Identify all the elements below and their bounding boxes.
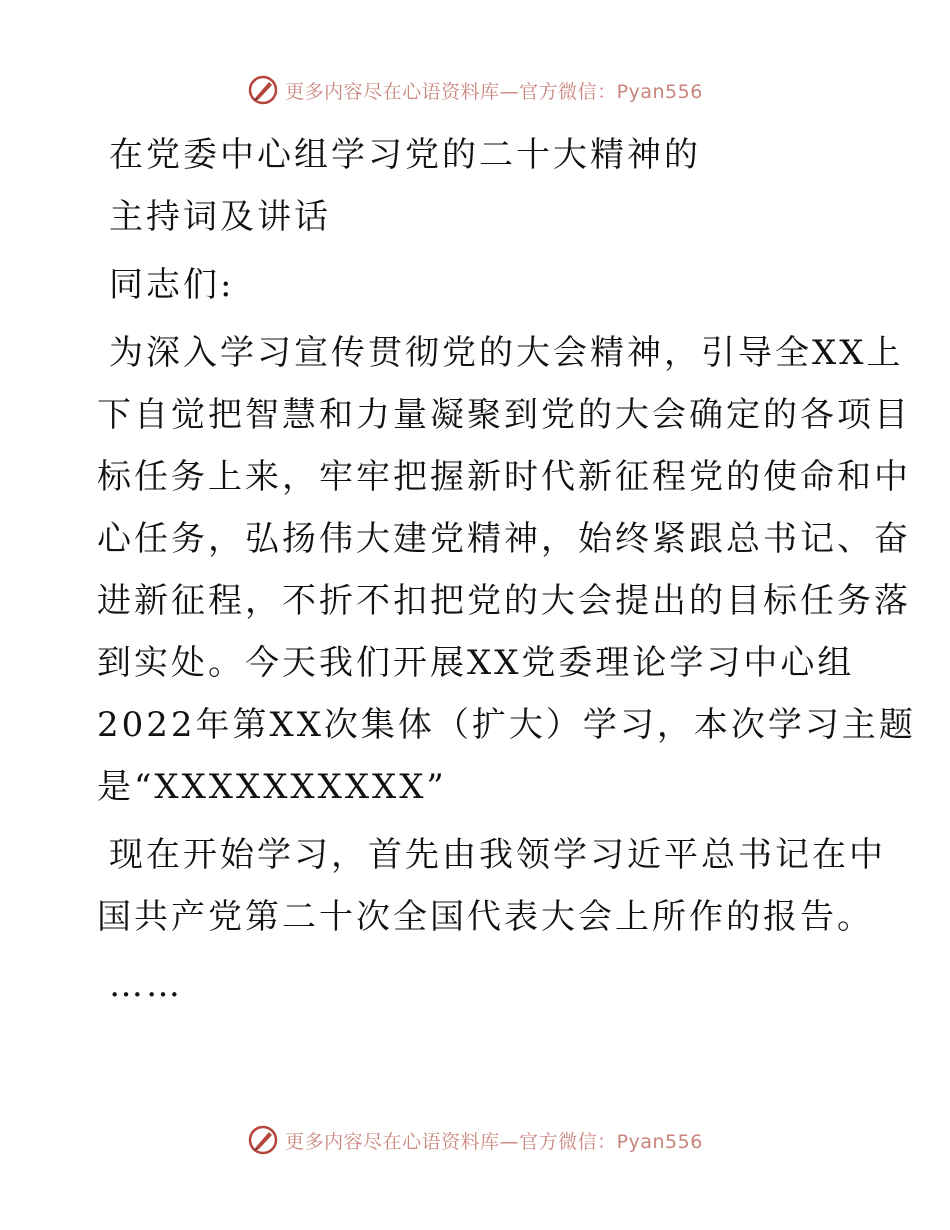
salutation: 同志们: xyxy=(109,265,235,305)
paragraph-1-line: 是“XXXXXXXXXX” xyxy=(97,767,447,807)
paragraph-1-line: 进新征程，不折不扣把党的大会提出的目标任务落 xyxy=(97,581,911,621)
paragraph-2-line: 现在开始学习，首先由我领学习近平总书记在中 xyxy=(109,835,886,875)
ellipsis: …… xyxy=(109,965,183,1005)
paragraph-1 xyxy=(97,322,916,818)
quill-logo-icon xyxy=(247,1124,279,1156)
paragraph-1-line: 为深入学习宣传贯彻党的大会精神，引导全XX上 xyxy=(109,333,904,373)
watermark-text: 更多内容尽在心语资料库—官方微信：Pyan556 xyxy=(285,80,703,103)
watermark-text: 更多内容尽在心语资料库—官方微信：Pyan556 xyxy=(285,1130,703,1153)
watermark-header xyxy=(0,70,950,110)
paragraph-2-line: 国共产党第二十次全国代表大会上所作的报告。 xyxy=(97,897,874,937)
paragraph-1-line: 标任务上来，牢牢把握新时代新征程党的使命和中 xyxy=(97,457,911,497)
title-line-1: 在党委中心组学习党的二十大精神的 xyxy=(109,135,701,175)
paragraph-1-line: 下自觉把智慧和力量凝聚到党的大会确定的各项目 xyxy=(97,395,911,435)
paragraph-1-line: 心任务，弘扬伟大建党精神，始终紧跟总书记、奋 xyxy=(97,519,911,559)
quill-logo-icon xyxy=(247,74,279,106)
watermark-footer xyxy=(0,1120,950,1160)
document-body xyxy=(97,124,916,1016)
title-line-2: 主持词及讲话 xyxy=(109,197,331,237)
paragraph-1-line: 2022年第XX次集体（扩大）学习，本次学习主题 xyxy=(97,705,916,745)
paragraph-2 xyxy=(97,824,886,948)
paragraph-1-line: 到实处。今天我们开展XX党委理论学习中心组 xyxy=(97,643,855,683)
